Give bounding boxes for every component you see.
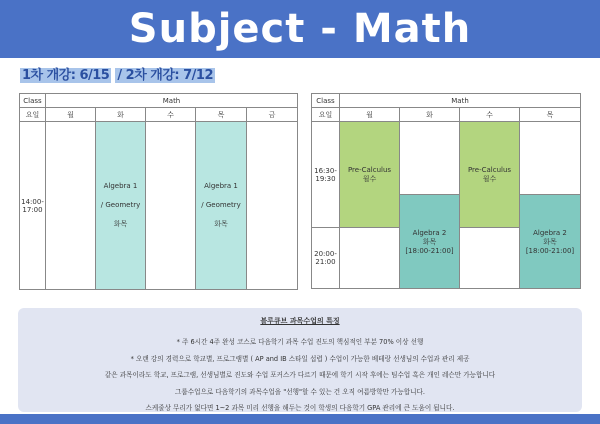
- feature-line: 그룹수업으로 다음학기의 과목수업을 "선행"할 수 있는 건 오직 여름방학만 가능합니다.: [175, 387, 425, 396]
- course-cell-thu: [196, 122, 247, 290]
- course-days: 월수: [482, 174, 497, 183]
- class-header: Class: [20, 94, 46, 108]
- schedule-table-2: [311, 93, 581, 289]
- precalc-cell-mon: [340, 122, 400, 228]
- day-mon: 월: [340, 108, 400, 122]
- header-banner: [0, 0, 600, 58]
- empty-cell: [460, 228, 520, 289]
- course-name-2: / Geometry: [100, 200, 141, 209]
- feature-line: * 오랜 강의 경력으로 학교별, 프로그램별 ( AP and IB 스타일 섭렵 ) 수업이 가능한 베테랑 선생님의 수업과 관리 제공: [130, 354, 470, 363]
- course-days: 화목: [214, 220, 228, 229]
- day-fri: 금: [247, 108, 298, 122]
- course-name: Algebra 2: [533, 228, 567, 237]
- day-thu: 목: [196, 108, 247, 122]
- course-name-2: / Geometry: [201, 200, 241, 209]
- time-slot-1: 16:30- 19:30: [312, 122, 340, 228]
- course-name: Algebra 1: [103, 181, 138, 190]
- feature-line: * 주 6시간 4주 완성 코스로 다음학기 과목 수업 진도의 핵심적인 부분 70% 이상 선행: [176, 338, 424, 346]
- course-name: Pre-Calculus: [347, 165, 392, 174]
- day-mon: 월: [46, 108, 96, 122]
- first-open-date: 1차 개강: 6/15: [22, 68, 110, 83]
- second-open-date: / 2차 개강: 7/12: [117, 68, 214, 83]
- empty-cell: [247, 122, 298, 290]
- page-title: Subject - Math: [128, 6, 472, 52]
- day-tue: 화: [400, 108, 460, 122]
- day-label: 요일: [20, 108, 46, 122]
- course-name: Pre-Calculus: [467, 165, 512, 174]
- day-wed: 수: [146, 108, 196, 122]
- day-label: 요일: [312, 108, 340, 122]
- day-tue: 화: [96, 108, 146, 122]
- course-name: Algebra 1: [204, 181, 238, 190]
- course-days: 화목: [422, 237, 437, 246]
- empty-cell: [340, 228, 400, 289]
- algebra2-cell-thu: [520, 195, 581, 289]
- empty-cell: [520, 122, 581, 195]
- time-slot: 14:00- 17:00: [20, 122, 46, 290]
- precalc-cell-wed: [460, 122, 520, 228]
- footer-band: [0, 414, 600, 424]
- course-days: 화목: [113, 220, 128, 229]
- feature-line: 스케줄상 무리가 없다면 1~2 과목 미리 선행을 해두는 것이 학생의 다음학기 GPA 관리에 큰 도움이 됩니다.: [145, 404, 455, 412]
- subject-header: Math: [340, 94, 581, 108]
- course-cell-tue: [96, 122, 146, 290]
- course-days: 월수: [362, 174, 377, 183]
- algebra2-cell-tue: [400, 195, 460, 289]
- course-time: [18:00-21:00]: [525, 246, 575, 255]
- features-title: 블루큐브 과목수업의 특징: [260, 317, 340, 325]
- day-thu: 목: [520, 108, 581, 122]
- feature-line: 같은 과목이라도 학교, 프로그램, 선생님별로 진도와 수업 포커스가 다르기 때문에 학기 시작 후에는 팀수업 혹은 개인 레슨만 가능합니다: [104, 371, 496, 379]
- time-slot-2: 20:00- 21:00: [312, 228, 340, 289]
- course-time: [18:00-21:00]: [405, 246, 454, 255]
- features-box: [18, 308, 582, 412]
- empty-cell: [146, 122, 196, 290]
- course-days: 화목: [543, 237, 557, 246]
- class-header: Class: [312, 94, 340, 108]
- empty-cell: [46, 122, 96, 290]
- day-wed: 수: [460, 108, 520, 122]
- schedule-table-1: [19, 93, 298, 290]
- empty-cell: [400, 122, 460, 195]
- open-dates: [20, 64, 215, 82]
- course-name: Algebra 2: [412, 228, 447, 237]
- subject-header: Math: [46, 94, 298, 108]
